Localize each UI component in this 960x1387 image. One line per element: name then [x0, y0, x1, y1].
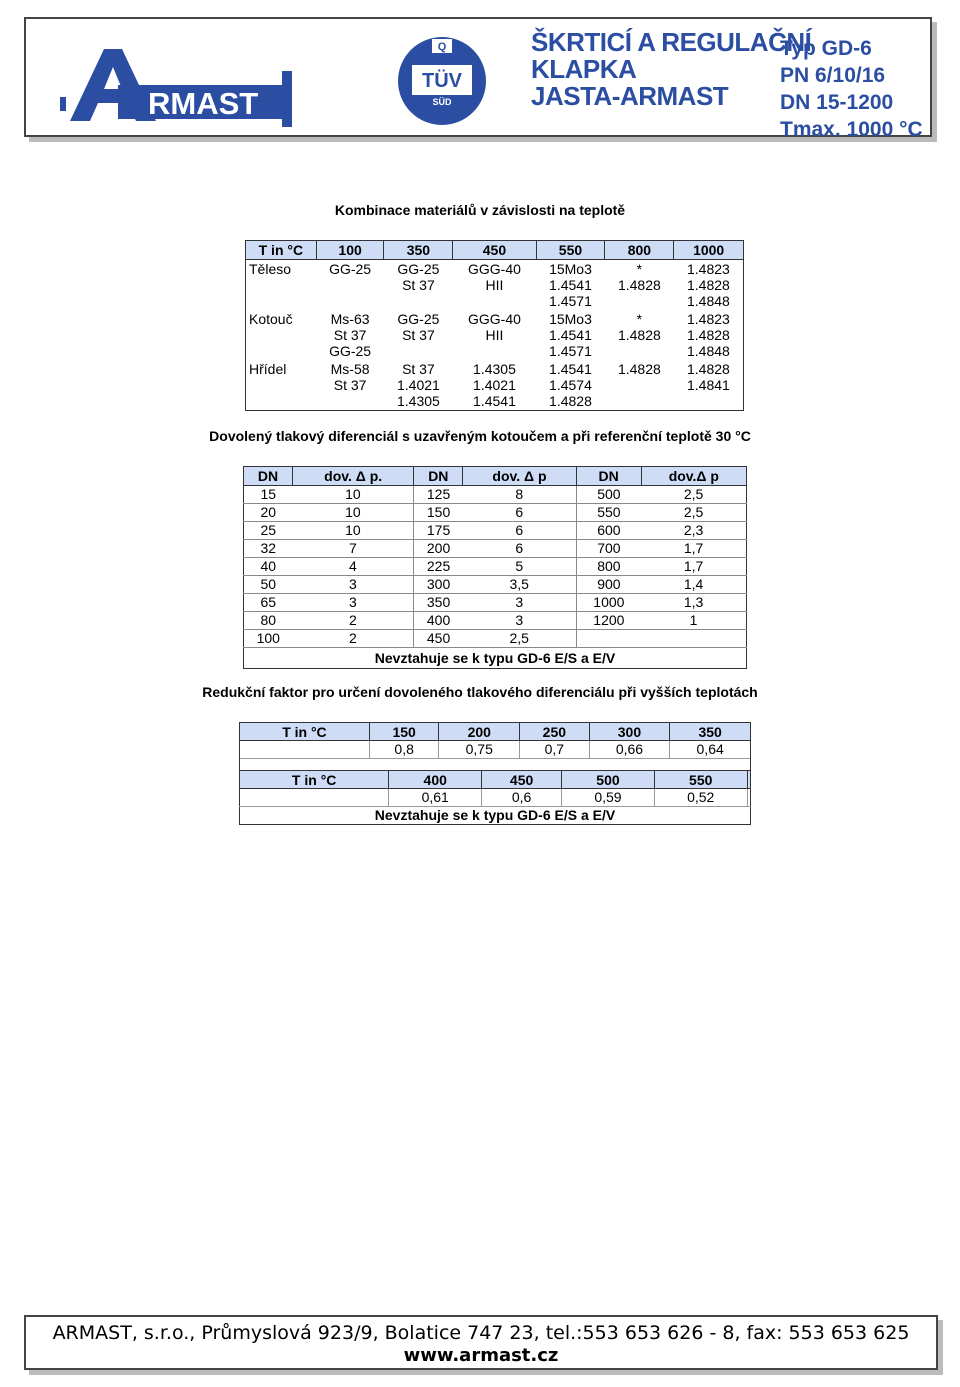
material-value: GGG-40	[467, 311, 521, 327]
material-value: Ms-58	[330, 361, 370, 377]
reduction-header-cell: 150	[369, 723, 439, 741]
pressure-cell: 1,4	[641, 576, 746, 594]
materials-header-cell: 450	[453, 241, 536, 260]
pressure-cell: 3	[463, 612, 576, 630]
materials-header-cell: 1000	[674, 241, 744, 260]
materials-cell	[384, 360, 453, 411]
materials-cell	[605, 310, 674, 360]
reduction-value-cell: 0,6	[482, 789, 562, 807]
reduction-header-cell: 300	[589, 723, 670, 741]
pressure-cell: 800	[576, 558, 641, 576]
material-value: GG-25	[329, 343, 372, 359]
material-value: 1.4828	[617, 277, 661, 293]
pressure-cell: 32	[244, 540, 293, 558]
pressure-header-cell: dov.Δ p	[641, 467, 746, 486]
material-value: 1.4841	[687, 377, 730, 393]
reduction-header-cell: 350	[670, 723, 751, 741]
reduction-table-1	[239, 722, 751, 759]
material-value: 1.4848	[687, 293, 730, 309]
pressure-cell: 10	[293, 486, 414, 504]
svg-text:SÜD: SÜD	[432, 97, 452, 107]
pressure-cell: 125	[414, 486, 463, 504]
materials-header-cell: 100	[316, 241, 384, 260]
materials-header-cell: 550	[536, 241, 605, 260]
pressure-cell: 1,3	[641, 594, 746, 612]
svg-text:Q: Q	[437, 41, 447, 53]
materials-cell	[536, 260, 605, 311]
pressure-cell: 2	[293, 630, 414, 648]
pressure-cell: 6	[463, 540, 576, 558]
product-specs	[780, 35, 930, 143]
materials-cell	[536, 360, 605, 411]
pressure-cell: 4	[293, 558, 414, 576]
material-value: Ms-63	[330, 311, 370, 327]
material-value: St 37	[333, 327, 367, 343]
pressure-cell: 350	[414, 594, 463, 612]
reduction-value-cell: 0,75	[439, 741, 520, 759]
material-value: 1.4828	[549, 393, 592, 409]
materials-cell	[453, 260, 536, 311]
materials-cell	[453, 360, 536, 411]
pressure-row	[244, 486, 747, 504]
pressure-cell: 3	[293, 594, 414, 612]
pressure-cell: 550	[576, 504, 641, 522]
materials-header-cell: 800	[605, 241, 674, 260]
reduction-header-cell: 250	[520, 723, 590, 741]
pressure-cell: 2,3	[641, 522, 746, 540]
pressure-row	[244, 612, 747, 630]
pressure-row	[244, 576, 747, 594]
material-value: 1.4828	[617, 327, 661, 343]
pressure-row	[244, 540, 747, 558]
materials-header-cell: T in °C	[246, 241, 317, 260]
materials-cell	[674, 310, 744, 360]
material-value: 1.4571	[549, 343, 592, 359]
pressure-row	[244, 522, 747, 540]
reduction-value-cell: 0,8	[369, 741, 439, 759]
pressure-cell	[576, 630, 641, 648]
material-value: 1.4541	[549, 361, 592, 377]
material-value: 1.4828	[617, 361, 661, 377]
material-value: HII	[485, 327, 504, 343]
materials-title: Kombinace materiálů v závislosti na teplotě	[334, 202, 626, 218]
pressure-cell: 100	[244, 630, 293, 648]
pressure-cell: 175	[414, 522, 463, 540]
materials-cell	[384, 260, 453, 311]
reduction-header-cell: T in °C	[240, 771, 389, 789]
material-value: GG-25	[397, 261, 440, 277]
pressure-cell: 900	[576, 576, 641, 594]
material-value: 15Mo3	[549, 311, 592, 327]
reduction-table-2	[239, 756, 751, 825]
materials-row	[246, 310, 744, 360]
materials-row-label: Kotouč	[249, 311, 293, 327]
pressure-cell: 8	[463, 486, 576, 504]
reduction-header-cell: 550	[654, 771, 747, 789]
pressure-cell: 150	[414, 504, 463, 522]
pressure-cell: 1,7	[641, 558, 746, 576]
company-address: ARMAST, s.r.o., Průmyslová 923/9, Bolatice 747 23, tel.:553 653 626 - 8, fax: 553 653 625	[52, 1322, 910, 1344]
reduction-header-cell: 500	[562, 771, 655, 789]
material-value: 1.4305	[397, 393, 440, 409]
materials-cell	[605, 260, 674, 311]
pressure-cell: 225	[414, 558, 463, 576]
pressure-cell: 5	[463, 558, 576, 576]
reduction-header-cell	[747, 771, 750, 789]
materials-cell	[674, 260, 744, 311]
material-value: 1.4574	[549, 377, 592, 393]
pressure-cell: 3	[293, 576, 414, 594]
pressure-cell: 50	[244, 576, 293, 594]
pressure-cell: 10	[293, 522, 414, 540]
title-line-3: JASTA-ARMAST	[531, 81, 729, 111]
title-line-1: ŠKRTICÍ A REGULAČNÍ	[531, 27, 812, 57]
pressure-cell	[641, 630, 746, 648]
pressure-cell: 1000	[576, 594, 641, 612]
pressure-cell: 300	[414, 576, 463, 594]
pressure-cell: 3	[463, 594, 576, 612]
pressure-cell: 3,5	[463, 576, 576, 594]
materials-cell	[316, 260, 384, 311]
document-footer	[24, 1315, 938, 1370]
pressure-cell: 200	[414, 540, 463, 558]
pressure-cell: 65	[244, 594, 293, 612]
pressure-cell: 700	[576, 540, 641, 558]
material-value: 1.4021	[397, 377, 440, 393]
pressure-row	[244, 558, 747, 576]
materials-cell	[316, 360, 384, 411]
pressure-cell: 25	[244, 522, 293, 540]
reduction-header-cell: 200	[439, 723, 520, 741]
material-value: St 37	[333, 377, 367, 393]
material-value: 1.4828	[687, 361, 730, 377]
document-header	[24, 17, 932, 141]
pressure-table	[243, 466, 747, 669]
material-value: 1.4823	[687, 261, 730, 277]
reduction-header-cell: 400	[389, 771, 482, 789]
tuv-certification-logo	[396, 35, 488, 127]
material-value: *	[636, 311, 643, 327]
pressure-cell: 2,5	[641, 504, 746, 522]
material-value: 1.4021	[473, 377, 516, 393]
pressure-cell: 1,7	[641, 540, 746, 558]
title-line-2: KLAPKA	[531, 54, 637, 84]
pressure-cell: 10	[293, 504, 414, 522]
material-value: St 37	[402, 327, 435, 343]
pressure-row	[244, 504, 747, 522]
materials-header-cell: 350	[384, 241, 453, 260]
svg-text:TÜV: TÜV	[422, 70, 462, 92]
material-value: HII	[485, 277, 504, 293]
pressure-cell: 20	[244, 504, 293, 522]
pressure-cell: 6	[463, 522, 576, 540]
pressure-cell: 450	[414, 630, 463, 648]
reduction-header-cell: T in °C	[240, 723, 370, 741]
pressure-cell: 2,5	[641, 486, 746, 504]
pressure-header-cell: dov. Δ p	[463, 467, 576, 486]
reduction-value-cell: 0,52	[654, 789, 747, 807]
material-value: 1.4541	[473, 393, 516, 409]
pressure-cell: 15	[244, 486, 293, 504]
material-value: GG-25	[397, 311, 440, 327]
reduction-value-cell: 0,7	[520, 741, 590, 759]
product-title	[531, 27, 812, 111]
pressure-cell: 80	[244, 612, 293, 630]
pressure-cell: 600	[576, 522, 641, 540]
materials-cell	[384, 310, 453, 360]
materials-row-label: Hřídel	[249, 361, 287, 377]
pressure-header-cell: dov. Δ p.	[293, 467, 414, 486]
materials-cell	[674, 360, 744, 411]
reduction-value-cell: 0,59	[562, 789, 655, 807]
materials-cell	[316, 310, 384, 360]
reduction-value-cell	[240, 789, 389, 807]
material-value: GG-25	[329, 261, 372, 277]
pressure-cell: 2,5	[463, 630, 576, 648]
pressure-header-cell: DN	[576, 467, 641, 486]
materials-table	[245, 240, 744, 411]
material-value: GGG-40	[467, 261, 521, 277]
material-value: *	[636, 261, 643, 277]
reduction-title: Redukční faktor pro určení dovoleného tlakového diferenciálu při vyšších teplotách	[202, 684, 758, 700]
reduction-value-cell: 0,64	[670, 741, 751, 759]
materials-cell	[453, 310, 536, 360]
material-value: 1.4828	[687, 277, 730, 293]
reduction-value-cell	[747, 789, 750, 807]
material-value: 1.4848	[687, 343, 730, 359]
pressure-header-cell: DN	[244, 467, 293, 486]
pressure-note-row	[244, 648, 747, 669]
armast-logo	[60, 41, 296, 133]
material-value: 1.4571	[549, 293, 592, 309]
spec-pn: PN 6/10/16	[780, 64, 886, 87]
pressure-note: Nevztahuje se k typu GD-6 E/S a E/V	[374, 649, 616, 666]
pressure-cell: 2	[293, 612, 414, 630]
pressure-row	[244, 630, 747, 648]
spec-tmax: Tmax. 1000 °C	[780, 118, 923, 141]
pressure-cell: 1	[641, 612, 746, 630]
spec-dn: DN 15-1200	[780, 91, 894, 114]
material-value: 1.4541	[549, 277, 592, 293]
materials-row-label: Těleso	[249, 261, 292, 277]
materials-row	[246, 260, 744, 311]
materials-cell	[536, 310, 605, 360]
pressure-row	[244, 594, 747, 612]
material-value: 1.4541	[549, 327, 592, 343]
material-value: St 37	[402, 361, 435, 377]
reduction-value-cell: 0,61	[389, 789, 482, 807]
material-value: St 37	[402, 277, 435, 293]
material-value: 1.4828	[687, 327, 730, 343]
material-value: 1.4305	[473, 361, 516, 377]
company-website[interactable]: www.armast.cz	[403, 1345, 559, 1366]
pressure-cell: 1200	[576, 612, 641, 630]
reduction-value-cell: 0,66	[589, 741, 670, 759]
pressure-cell: 400	[414, 612, 463, 630]
reduction-note: Nevztahuje se k typu GD-6 E/S a E/V	[240, 807, 751, 825]
logo-text: RMAST	[148, 86, 259, 121]
reduction-header-cell: 450	[482, 771, 562, 789]
pressure-cell: 500	[576, 486, 641, 504]
spec-type: Typ GD-6	[780, 37, 872, 60]
pressure-cell: 40	[244, 558, 293, 576]
materials-cell	[605, 360, 674, 411]
material-value: 15Mo3	[549, 261, 592, 277]
materials-row	[246, 360, 744, 411]
pressure-title: Dovolený tlakový diferenciál s uzavřeným kotoučem a při referenční teplotě 30 °C	[209, 428, 751, 444]
pressure-header-cell: DN	[414, 467, 463, 486]
pressure-cell: 6	[463, 504, 576, 522]
material-value: 1.4823	[687, 311, 730, 327]
pressure-cell: 7	[293, 540, 414, 558]
